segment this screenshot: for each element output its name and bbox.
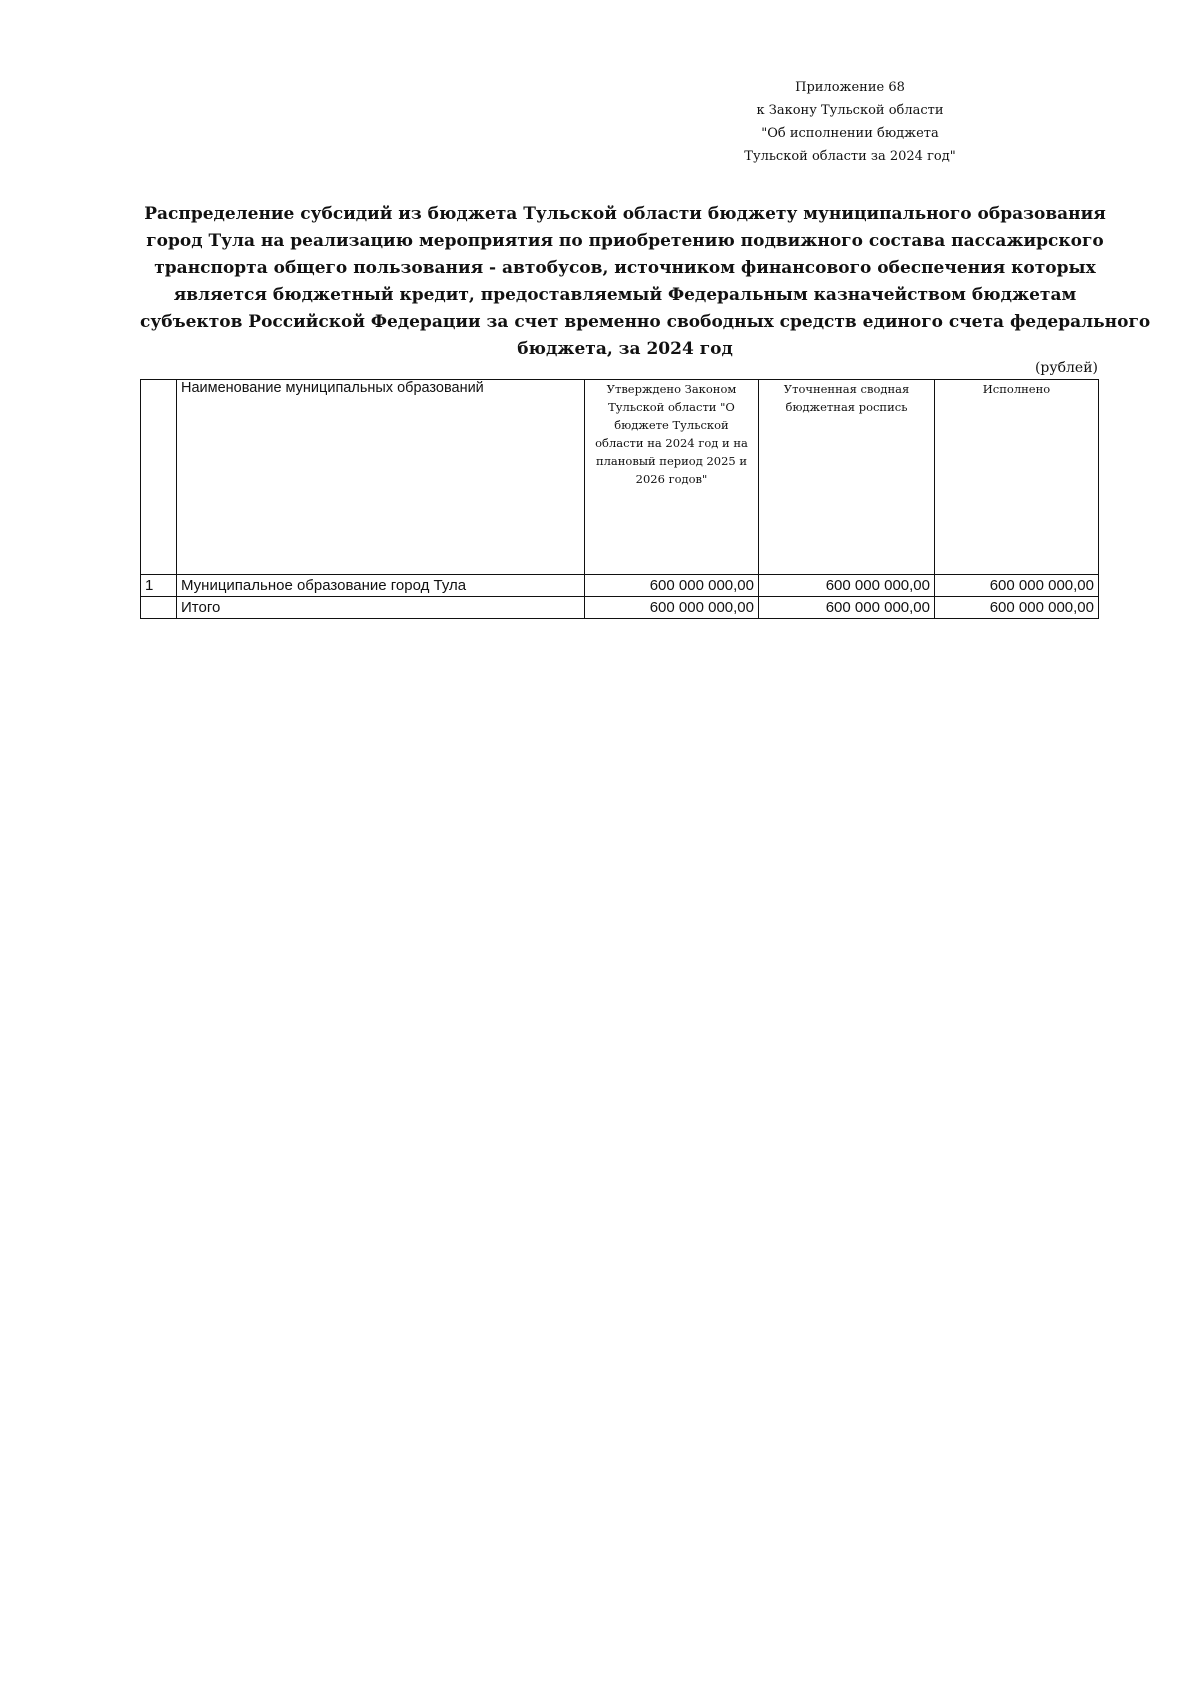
appendix-header <box>720 76 980 168</box>
title-line: бюджета, за 2024 год <box>517 339 733 359</box>
total-row <box>141 597 1099 619</box>
title-line: субъектов Российской Федерации за счет временно свободных средств единого счета федерального <box>140 312 1151 332</box>
row-index: 1 <box>141 575 177 597</box>
row-name: Муниципальное образование город Тула <box>177 575 585 597</box>
total-refined: 600 000 000,00 <box>759 597 935 619</box>
total-index <box>141 597 177 619</box>
subsidy-table <box>140 379 1099 619</box>
row-refined: 600 000 000,00 <box>759 575 935 597</box>
appendix-line: "Об исполнении бюджета <box>761 126 939 141</box>
total-approved: 600 000 000,00 <box>585 597 759 619</box>
total-executed: 600 000 000,00 <box>935 597 1099 619</box>
appendix-line: Приложение 68 <box>795 80 905 95</box>
title-line: Распределение субсидий из бюджета Тульской области бюджету муниципального образования <box>144 204 1106 224</box>
appendix-line: Тульской области за 2024 год" <box>744 149 956 164</box>
header-name: Наименование муниципальных образований <box>177 380 585 575</box>
title-line: является бюджетный кредит, предоставляемый Федеральным казначейством бюджетам <box>173 285 1077 305</box>
title-line: транспорта общего пользования - автобусов, источником финансового обеспечения которых <box>154 258 1096 278</box>
header-executed: Исполнено <box>935 380 1099 575</box>
header-approved: Утверждено Законом Тульской области "О бюджете Тульской области на 2024 год и на плановый период 2025 и 2026 годов" <box>585 380 759 575</box>
header-index <box>141 380 177 575</box>
total-name: Итого <box>177 597 585 619</box>
units-label: (рублей) <box>1034 360 1098 376</box>
table-header-row <box>141 380 1099 575</box>
header-refined: Уточненная сводная бюджетная роспись <box>759 380 935 575</box>
row-approved: 600 000 000,00 <box>585 575 759 597</box>
appendix-line: к Закону Тульской области <box>756 103 944 118</box>
title-line: город Тула на реализацию мероприятия по приобретению подвижного состава пассажирского <box>146 231 1104 251</box>
row-executed: 600 000 000,00 <box>935 575 1099 597</box>
document-title <box>140 201 1151 363</box>
table-row <box>141 575 1099 597</box>
